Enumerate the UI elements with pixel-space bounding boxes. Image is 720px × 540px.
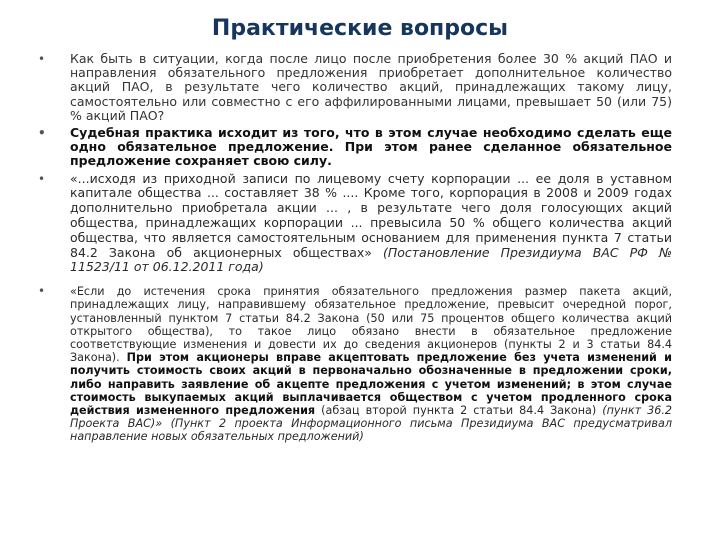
bullet-list — [38, 52, 672, 444]
draft-bold-text: При этом акционеры вправе акцептовать предложение без учета изменений и получить стоимость своих акций в первоначально обозначенные в предложении сроки, либо направить заявление об акцепте предложения с учетом изменений; в этом случае стоимость выкупаемых акций выплачивается обществом с учетом продленного срока действия измененного предложения — [70, 351, 672, 418]
draft-text: «Если до истечения срока принятия обязательного предложения размер пакета акций, принадлежащих лицу, направившему обязательное предложение, превысит очередной порог, установленный пунктом 7 статьи 84.2 Закона (50 или 75 процентов общего количества акций открытого общества), то такое лицо обязано внести в обязательное предложение соответствующие изменения и довести их до сведения акционеров (пункты 2 и 3 статьи 84.4 Закона). — [70, 285, 672, 365]
court-practice-text: Судебная практика исходит из того, что в этом случае необходимо сделать еще одно обязательное предложение. При этом ранее сделанное обязательное предложение сохраняет свою силу. — [70, 125, 672, 169]
list-item-draft — [38, 285, 672, 443]
list-item-court-practice — [38, 126, 672, 169]
quote-text: «...исходя из приходной записи по лицевому счету корпорации ... ее доля в уставном капитале общества ... составляет 38 % .... Кроме того, корпорация в 2008 и 2009 годах дополнительно приобретала акции ... , в результате чего доля голосующих акций общества, принадлежащих корпорации ... превысила 50 % общего количества акций общества, что является самостоятельным основанием для применения пункта 7 статьи 84.2 Закона об акционерных обществах» — [70, 170, 672, 260]
bullet-icon: • — [38, 126, 46, 141]
bullet-icon: • — [38, 52, 46, 66]
draft-note: (Пункт 2 проекта Информационного письма Президиума ВАС предусматривал направление новых обязательных предложений) — [70, 417, 672, 444]
list-item-question — [38, 52, 672, 123]
draft-reference: (абзац второй пункта 2 статьи 84.4 Закона) — [315, 404, 603, 418]
bullet-icon: • — [38, 284, 46, 299]
draft-citation: (пункт 36.2 Проекта ВАС)» — [70, 404, 673, 431]
list-item-quote — [38, 172, 672, 276]
page-title: Практические вопросы — [211, 16, 509, 41]
question-text: Как быть в ситуации, когда после лицо после приобретения более 30 % акций ПАО и направления обязательного предложения приобретает дополнительное количество акций ПАО, в результате чего количество акций, принадлежащих такому лицу, самостоятельно или совместно с его аффилированными лицами, превышает 50 (или 75) % акций ПАО? — [70, 51, 672, 123]
quote-citation: (Постановление Президиума ВАС РФ № 11523/11 от 06.12.2011 года) — [70, 244, 672, 275]
bullet-icon: • — [38, 171, 46, 186]
